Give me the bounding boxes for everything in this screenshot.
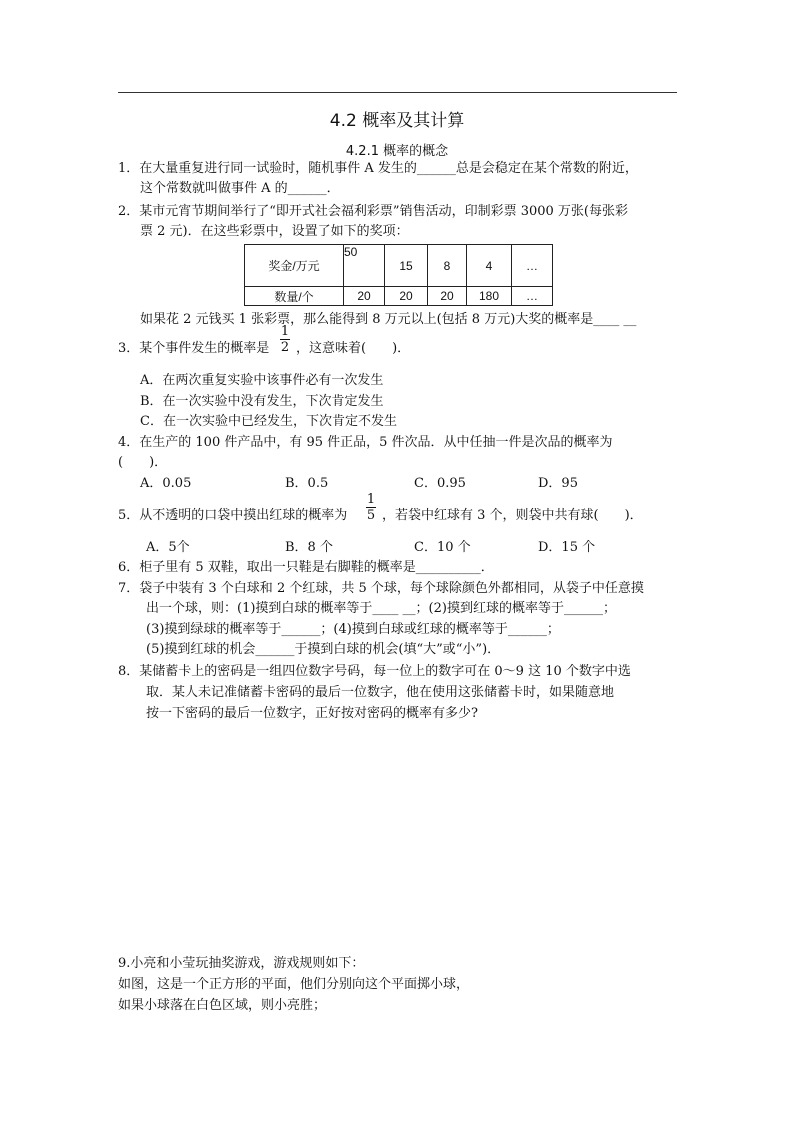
q8-line1: 8．某储蓄卡上的密码是一组四位数字号码，每一位上的数字可在 0～9 这 10 个数字中选: [118, 664, 631, 679]
q1-line2: 这个常数就叫做事件 A 的______．: [140, 181, 340, 196]
q8-line2: 取．某人未记准储蓄卡密码的最后一位数字，他在使用这张储蓄卡时，如果随意地: [146, 685, 615, 700]
prize-table: [244, 244, 553, 306]
q7-line1: 7．袋子中装有 3 个白球和 2 个红球，共 5 个球，每个球除颜色外都相同，从袋子中任意摸: [118, 581, 644, 596]
q5-stem-before: 5．从不透明的口袋中摸出红球的概率为: [118, 508, 348, 523]
q5-frac-den: 5: [366, 508, 376, 523]
q4-option-b: B．0.5: [285, 476, 329, 491]
header-rule: [118, 92, 677, 93]
q3-option-a: A．在两次重复实验中该事件必有一次发生: [140, 373, 384, 388]
q7-line3: (3)摸到绿球的概率等于______；(4)摸到白球或红球的概率等于______；: [146, 622, 560, 637]
prize-cell: 50: [344, 245, 385, 287]
q4-option-c: C．0.95: [414, 476, 466, 491]
q3-fraction: [280, 324, 290, 355]
q5-frac-num: 1: [366, 492, 376, 507]
q2-line1: 2．某市元宵节期间举行了“即开式社会福利彩票”销售活动，印制彩票 3000 万张(每张彩: [118, 204, 628, 219]
q2-line3: 如果花 2 元钱买 1 张彩票，那么能得到 8 万元以上(包括 8 万元)大奖的概率是____ __: [140, 312, 637, 327]
q3-stem-before: 3．某个事件发生的概率是: [118, 341, 270, 356]
q5-option-b: B．8 个: [285, 540, 333, 555]
q7-line2: 出一个球，则：(1)摸到白球的概率等于____ __；(2)摸到红球的概率等于______；: [146, 601, 616, 616]
prize-cell: …: [512, 245, 553, 287]
prize-cell: 20: [344, 287, 385, 306]
q9-line2: 如图，这是一个正方形的平面，他们分别向这个平面掷小球，: [118, 977, 470, 992]
q5-option-c: C．10 个: [414, 540, 471, 555]
q3-frac-num: 1: [280, 324, 290, 339]
page-title: 4.2 概率及其计算: [329, 111, 465, 131]
q3-frac-den: 2: [280, 340, 290, 355]
prize-cell: 20: [428, 287, 467, 306]
prize-row2-label: 数量/个: [245, 287, 344, 306]
prize-cell: 180: [467, 287, 512, 306]
q9-line1: 9.小亮和小莹玩抽奖游戏，游戏规则如下：: [118, 956, 365, 971]
section-subtitle: 4.2.1 概率的概念: [345, 144, 449, 159]
prize-cell: 15: [385, 245, 428, 287]
q5-fraction: [366, 492, 376, 523]
q4-line1: 4．在生产的 100 件产品中，有 95 件正品，5 件次品．从中任抽一件是次品的概率为: [118, 435, 613, 450]
q2-line2: 票 2 元)．在这些彩票中，设置了如下的奖项：: [140, 224, 409, 239]
q4-option-d: D．95: [538, 476, 578, 491]
q8-line3: 按一下密码的最后一位数字，正好按对密码的概率有多少?: [146, 706, 478, 721]
q5-option-a: A．5个: [146, 540, 190, 555]
q4-option-a: A．0.05: [140, 476, 192, 491]
q5-option-d: D．15 个: [538, 540, 596, 555]
q1-line1: 1．在大量重复进行同一试验时，随机事件 A 发生的______总是会稳定在某个常数的附近，: [118, 161, 638, 176]
prize-cell: 4: [467, 245, 512, 287]
q6-line1: 6．柜子里有 5 双鞋，取出一只鞋是右脚鞋的概率是__________．: [118, 560, 494, 575]
prize-cell: …: [512, 287, 553, 306]
q5-stem-after: ，若袋中红球有 3 个，则袋中共有球( )．: [382, 508, 643, 523]
prize-cell: 20: [385, 287, 428, 306]
q4-line2: ( )．: [118, 455, 168, 470]
prize-cell: 8: [428, 245, 467, 287]
q9-line3: 如果小球落在白色区域，则小亮胜；: [118, 998, 327, 1013]
q3-option-c: C．在一次实验中已经发生，下次肯定不发生: [140, 414, 397, 429]
q3-stem-after: ，这意味着( )．: [296, 341, 411, 356]
q3-option-b: B．在一次实验中没有发生，下次肯定发生: [140, 394, 384, 409]
prize-row1-label: 奖金/万元: [245, 245, 344, 287]
q7-line4: (5)摸到红球的机会______于摸到白球的机会(填“大”或“小”)．: [146, 642, 501, 657]
